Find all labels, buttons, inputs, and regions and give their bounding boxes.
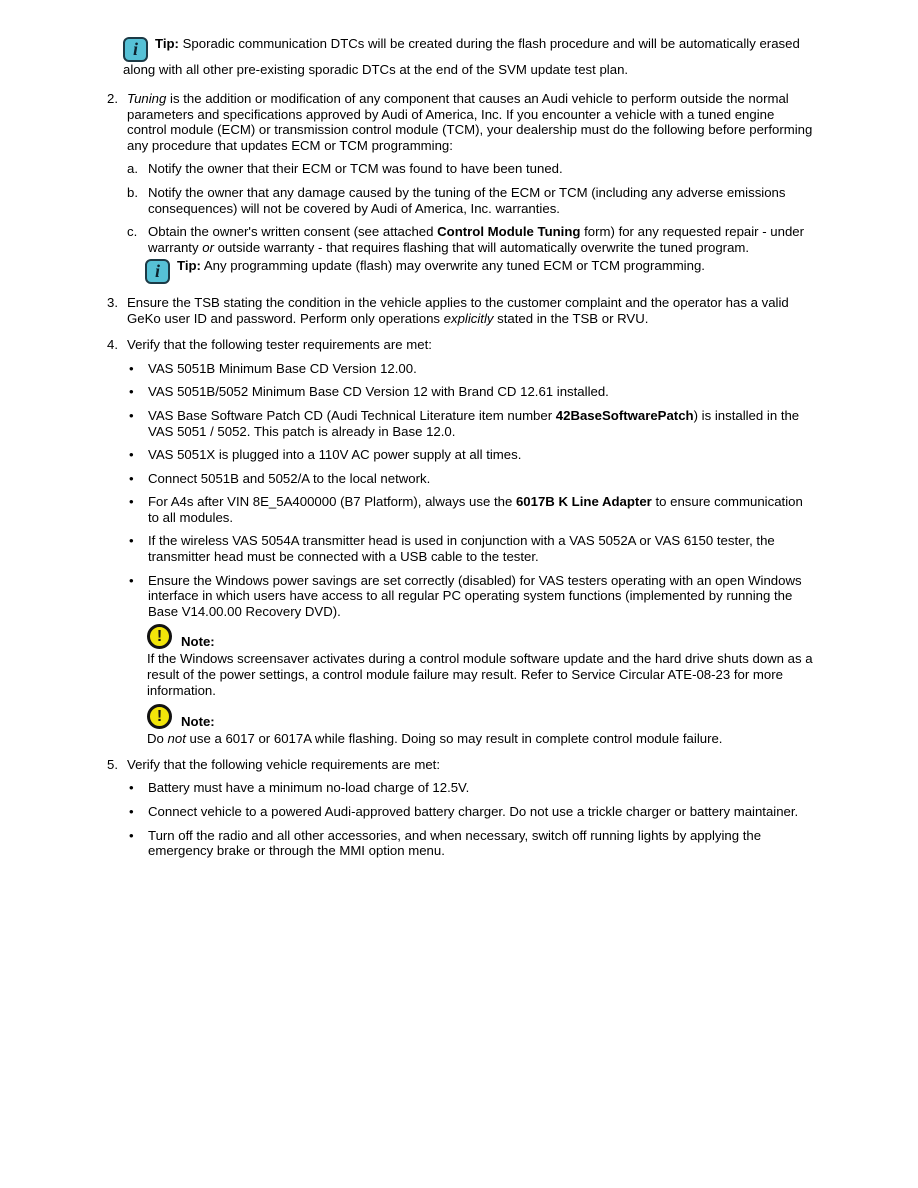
item-letter: c.	[127, 224, 138, 240]
bullet-text: VAS 5051B/5052 Minimum Base CD Version 12 with Brand CD 12.61 installed.	[148, 384, 609, 400]
bullet-icon: •	[129, 470, 134, 486]
item-letter: b.	[127, 185, 138, 201]
tester-bullet-2	[129, 384, 815, 400]
vehicle-bullet-1	[129, 780, 815, 796]
warning-note-icon	[147, 704, 172, 729]
bullet-icon: •	[129, 494, 134, 510]
tip-text: Sporadic communication DTCs will be created during the flash procedure and will be automatically erased along with all other pre-existing sporadic DTCs at the end of the SVM update test plan.	[123, 36, 800, 77]
list-item-2	[107, 91, 815, 153]
note-text: Do not use a 6017 or 6017A while flashing. Doing so may result in complete control module failure.	[147, 731, 723, 747]
tip-text: Any programming update (flash) may overwrite any tuned ECM or TCM programming.	[200, 258, 705, 274]
tester-bullet-5	[129, 471, 815, 487]
list-item-4	[107, 337, 815, 353]
note-label: Note:	[181, 633, 215, 649]
bullet-text: VAS Base Software Patch CD (Audi Technical Literature item number 42BaseSoftwarePatch) is installed in the VAS 5051 / 5052. This patch is already in Base 12.0.	[148, 407, 800, 439]
bullet-icon: •	[129, 384, 134, 400]
note-text: If the Windows screensaver activates during a control module software update and the hard drive shuts down as a result of the power settings, a control module failure may result. Refer to Service Circular ATE-08-23 for more information.	[147, 651, 813, 698]
list-item-2c	[127, 224, 815, 255]
tester-bullet-3	[129, 408, 815, 439]
note-callout-1	[147, 624, 815, 698]
bullet-text: Ensure the Windows power savings are set correctly (disabled) for VAS testers operating with an open Windows interface in which users have access to all regular PC operating system functions (implemented by running the Base V14.00.00 Recovery DVD).	[148, 572, 802, 619]
item-text: Ensure the TSB stating the condition in the vehicle applies to the customer complaint and the operator has a valid GeKo user ID and password. Perform only operations explicitly stated in the TSB or RVU.	[127, 294, 789, 326]
item-text: Tuning is the addition or modification of any component that causes an Audi vehicle to perform outside the normal parameters and specifications approved by Audi of America, Inc. If you encounter a vehicle with a tuned engine control module (ECM) or transmission control module (TCM), your dealership must do the following before performing any procedure that updates ECM or TCM programming:	[127, 91, 813, 153]
bullet-icon: •	[129, 780, 134, 796]
warning-icon-glyph: !	[156, 707, 163, 725]
info-tip-icon	[123, 37, 148, 62]
list-item-2a	[127, 161, 815, 177]
item-text: Verify that the following tester requirements are met:	[127, 337, 432, 353]
item-text: Notify the owner that their ECM or TCM was found to have been tuned.	[148, 161, 563, 177]
bullet-icon: •	[129, 407, 134, 423]
bullet-text: Connect vehicle to a powered Audi-approved battery charger. Do not use a trickle charger or battery maintainer.	[148, 804, 799, 819]
bullet-text: If the wireless VAS 5054A transmitter head is used in conjunction with a VAS 5052A or VAS 6150 tester, the transmitter head must be connected with a USB cable to the tester.	[148, 533, 775, 565]
item-number: 5.	[107, 756, 118, 772]
item-text: Verify that the following vehicle requirements are met:	[127, 756, 440, 772]
tester-bullet-8	[129, 573, 815, 620]
tester-bullet-4	[129, 447, 815, 463]
bullet-icon: •	[129, 533, 134, 549]
bullet-icon: •	[129, 572, 134, 588]
item-text: Obtain the owner's written consent (see attached Control Module Tuning form) for any requested repair - under warranty or outside warranty - that requires flashing that will automatically overwrite the tuned program.	[148, 224, 805, 255]
note-header	[147, 624, 815, 649]
info-icon-glyph: i	[154, 261, 160, 282]
tester-bullet-1	[129, 361, 815, 377]
bullet-text: Battery must have a minimum no-load charge of 12.5V.	[148, 780, 470, 796]
item-letter: a.	[127, 161, 138, 177]
bullet-text: Turn off the radio and all other accessories, and when necessary, switch off running lights by applying the emergency brake or through the MMI option menu.	[148, 827, 762, 859]
item-text: Notify the owner that any damage caused by the tuning of the ECM or TCM (including any adverse emissions consequences) will not be covered by Audi of America, Inc. warranties.	[148, 185, 786, 216]
item-number: 2.	[107, 91, 118, 107]
tip-callout-1	[123, 36, 815, 77]
document-page	[107, 36, 815, 859]
list-item-3	[107, 295, 815, 326]
warning-note-icon	[147, 624, 172, 649]
info-icon-glyph: i	[132, 39, 138, 59]
tip-callout-2	[145, 258, 815, 284]
note-header	[147, 704, 815, 729]
tester-bullet-6	[129, 494, 815, 525]
bullet-icon: •	[129, 804, 134, 819]
vehicle-bullet-2	[129, 804, 815, 820]
note-callout-2	[147, 704, 815, 747]
note-label: Note:	[181, 713, 215, 729]
bullet-text: VAS 5051X is plugged into a 110V AC power supply at all times.	[148, 447, 522, 463]
bullet-icon: •	[129, 360, 134, 376]
bullet-text: For A4s after VIN 8E_5A400000 (B7 Platform), always use the 6017B K Line Adapter to ensure communication to all modules.	[148, 494, 803, 525]
warning-icon-glyph: !	[156, 627, 163, 645]
tester-bullet-7	[129, 533, 815, 564]
bullet-text: VAS 5051B Minimum Base CD Version 12.00.	[148, 360, 417, 376]
list-item-2b	[127, 185, 815, 216]
info-tip-icon	[145, 259, 170, 284]
vehicle-bullet-3	[129, 828, 815, 859]
bullet-icon: •	[129, 827, 134, 843]
bullet-icon: •	[129, 447, 134, 463]
tip-label: Tip:	[155, 36, 179, 51]
list-item-5	[107, 757, 815, 773]
bullet-text: Connect 5051B and 5052/A to the local network.	[148, 470, 431, 486]
tip-label: Tip:	[177, 258, 201, 274]
item-number: 3.	[107, 294, 118, 310]
item-number: 4.	[107, 337, 118, 353]
